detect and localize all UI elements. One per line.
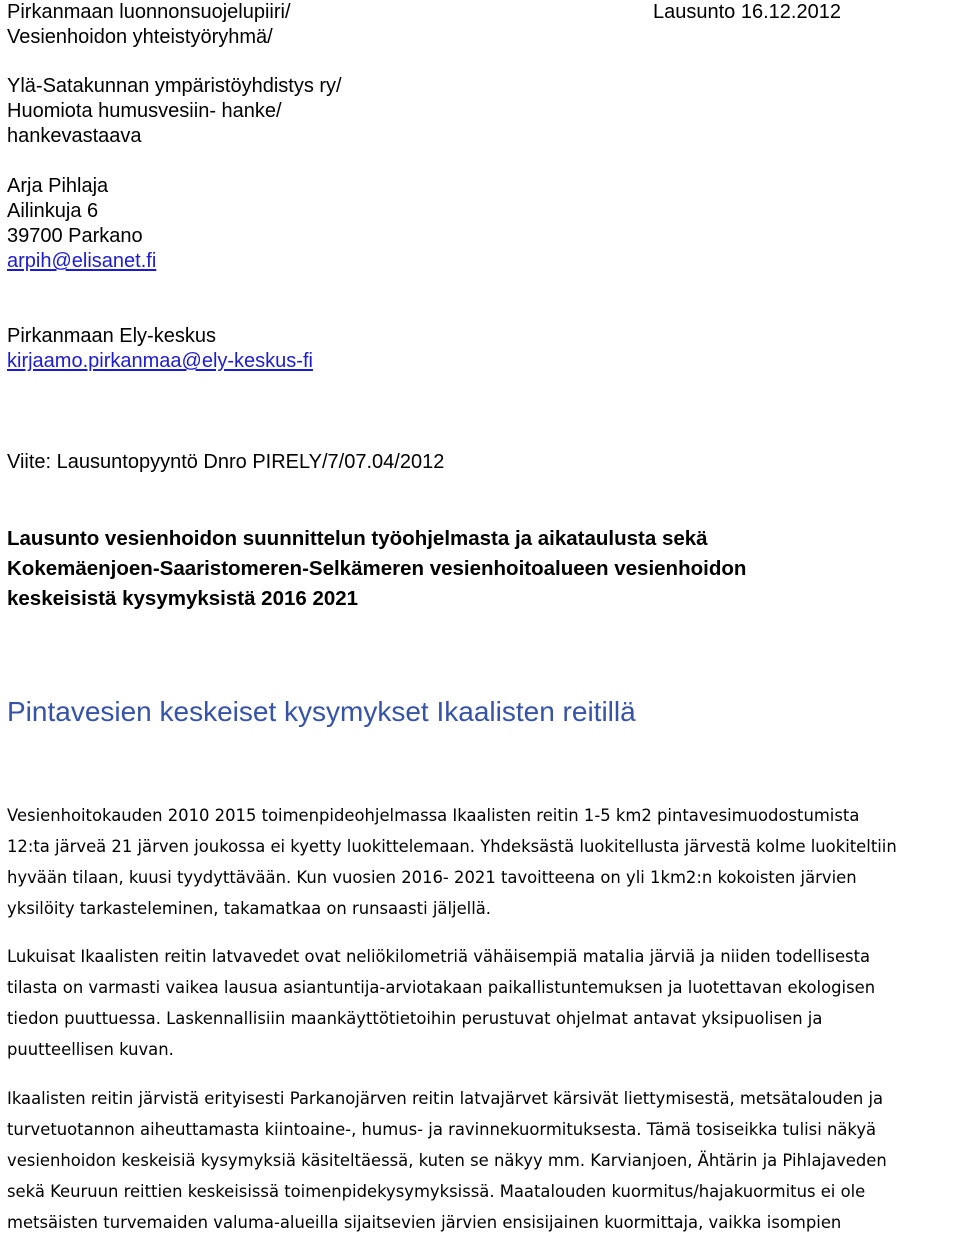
paragraph-line: turvetuotannon aiheuttamasta kiintoaine-, humus- ja ravinnekuormituksesta. Tämä tosiseikka tulisi näkyä [7, 1120, 877, 1139]
title-line: Lausunto vesienhoidon suunnittelun työohjelmasta ja aikataulusta sekä [7, 527, 708, 550]
contact-name: Arja Pihlaja [7, 175, 109, 197]
paragraph-line: yksilöity tarkasteleminen, takamatkaa on runsaasti jäljellä. [7, 899, 492, 918]
recipient-email-link[interactable]: kirjaamo.pirkanmaa@ely-keskus-fi [7, 350, 313, 372]
org-line: hankevastaava [7, 125, 142, 147]
recipient-name: Pirkanmaan Ely-keskus [7, 325, 216, 347]
paragraph-line: Lukuisat Ikaalisten reitin latvavedet ovat neliökilometriä vähäisempiä matalia järviä ja niiden todellisesta [7, 947, 871, 966]
contact-email-link[interactable]: arpih@elisanet.fi [7, 250, 157, 272]
paragraph-line: puutteellisen kuvan. [7, 1040, 174, 1059]
paragraph-line: Ikaalisten reitin järvistä erityisesti Parkanojärven reitin latvajärvet kärsivät liettymisestä, metsätalouden ja [7, 1089, 884, 1108]
section-heading: Pintavesien keskeiset kysymykset Ikaalisten reitillä [7, 696, 636, 727]
paragraph-line: tilasta on varmasti vaikea lausua asiantuntija-arviotakaan paikallistuntemuksen ja luotettavan ekologisen [7, 978, 876, 997]
paragraph-line: vesienhoidon keskeisiä kysymyksiä käsiteltäessä, kuten se näkyy mm. Karvianjoen, Ähtärin ja Pihlajaveden [7, 1151, 887, 1170]
contact-city: 39700 Parkano [7, 225, 143, 247]
paragraph-line: hyvään tilaan, kuusi tyydyttävään. Kun vuosien 2016- 2021 tavoitteena on yli 1km2:n kokoisten järvien [7, 868, 857, 887]
title-line: keskeisistä kysymyksistä 2016 2021 [7, 587, 359, 610]
reference-line: Viite: Lausuntopyyntö Dnro PIRELY/7/07.04/2012 [7, 451, 445, 473]
contact-street: Ailinkuja 6 [7, 200, 99, 222]
title-line: Kokemäenjoen-Saaristomeren-Selkämeren vesienhoitoalueen vesienhoidon [7, 557, 747, 580]
paragraph-line: metsäisten turvemaiden valuma-alueilla sijaitsevien järvien ensisijainen kuormittaja, vaikka isompien [7, 1213, 842, 1232]
org-line: Huomiota humusvesiin- hanke/ [7, 100, 282, 122]
sender-org-line-1: Pirkanmaan luonnonsuojelupiiri/ [7, 1, 291, 23]
statement-date: Lausunto 16.12.2012 [653, 1, 841, 23]
paragraph-line: tiedon puuttuessa. Laskennallisiin maankäyttötietoihin perustuvat ohjelmat antavat yksipuolisen ja [7, 1009, 823, 1028]
document-title [7, 524, 746, 614]
paragraph-3 [7, 1083, 960, 1238]
paragraph-2 [7, 941, 960, 1065]
paragraph-1 [7, 800, 960, 924]
paragraph-line: sekä Keuruun reittien keskeisissä toimenpidekysymyksissä. Maatalouden kuormitus/hajakuormitus ei ole [7, 1182, 866, 1201]
paragraph-line: Vesienhoitokauden 2010 2015 toimenpideohjelmassa Ikaalisten reitin 1-5 km2 pintavesimuodostumista [7, 806, 860, 825]
org-line: Ylä-Satakunnan ympäristöyhdistys ry/ [7, 75, 342, 97]
paragraph-line: 12:ta järveä 21 järven joukossa ei kyetty luokittelemaan. Yhdeksästä luokitellusta järvestä kolme luokiteltiin [7, 837, 897, 856]
sender-org-line-2: Vesienhoidon yhteistyöryhmä/ [7, 26, 273, 48]
